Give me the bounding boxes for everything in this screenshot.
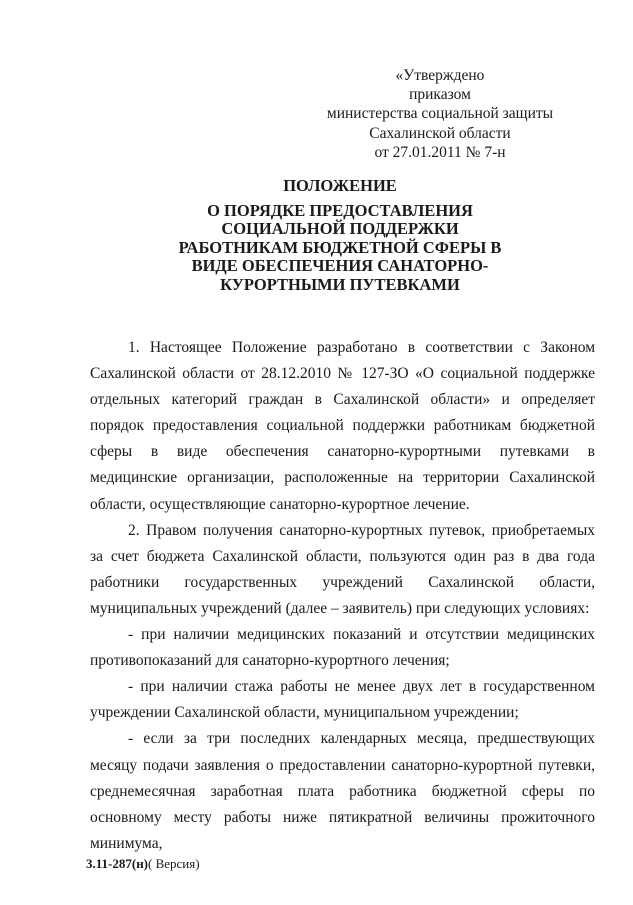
approval-line-region: Сахалинской области [369, 124, 511, 142]
paragraph-2: 2. Правом получения санаторно-курортных путевок, приобретаемых за счет бюджета Сахалинской области, пользуются один раз в два года работники государственных учреждений Сахалинской области, муниципальных учреждений (далее – заявитель) при следующих условиях: [90, 521, 595, 617]
title-heading: ПОЛОЖЕНИЕ [283, 176, 397, 195]
document-footer [86, 856, 200, 872]
footer-code: 3.11-287(н) [86, 856, 149, 871]
approval-line-ministry: министерства социальной защиты [326, 105, 554, 123]
document-body [90, 335, 595, 857]
title-line-5: КУРОРТНЫМИ ПУТЕВКАМИ [220, 274, 460, 294]
paragraph-condition-salary: - если за три последних календарных месяца, предшествующих месяцу подачи заявления о предоставлении санаторно-курортной путевки, среднемесячная заработная плата работника бюджетной сферы по основному месту работы ниже пятикратной величины прожиточного минимума, [90, 730, 595, 852]
paragraph-1: 1. Настоящее Положение разработано в соответствии с Законом Сахалинской области от 28.12.2010 № 127-ЗО «О социальной поддержке отдельных категорий граждан в Сахалинской области» и определяет порядок предоставления социальной поддержки работникам бюджетной сферы в виде обеспечения санаторно-курортными путевками в медицинские организации, расположенные на территории Сахалинской области, осуществляющие санаторно-курортное лечение. [90, 339, 595, 513]
title-line-2: СОЦИАЛЬНОЙ ПОДДЕРЖКИ [221, 219, 459, 238]
footer-version: ( Версия) [148, 856, 200, 871]
paragraph-condition-experience: - при наличии стажа работы не менее двух лет в государственном учреждении Сахалинской области, муниципальном учреждении; [90, 678, 595, 722]
document-title [140, 177, 540, 294]
approval-line-order: приказом [409, 86, 471, 104]
title-subject [140, 202, 540, 295]
approval-line-date: от 27.01.2011 № 7-н [374, 143, 506, 161]
title-line-3: РАБОТНИКАМ БЮДЖЕТНОЙ СФЕРЫ В [178, 237, 502, 257]
approval-stamp [300, 66, 580, 162]
title-line-4: ВИДЕ ОБЕСПЕЧЕНИЯ САНАТОРНО- [191, 256, 489, 275]
approval-line-approved: «Утверждено [395, 67, 485, 84]
paragraph-condition-medical: - при наличии медицинских показаний и отсутствии медицинских противопоказаний для санаторно-курортного лечения; [90, 626, 595, 670]
title-line-1: О ПОРЯДКЕ ПРЕДОСТАВЛЕНИЯ [207, 200, 473, 220]
